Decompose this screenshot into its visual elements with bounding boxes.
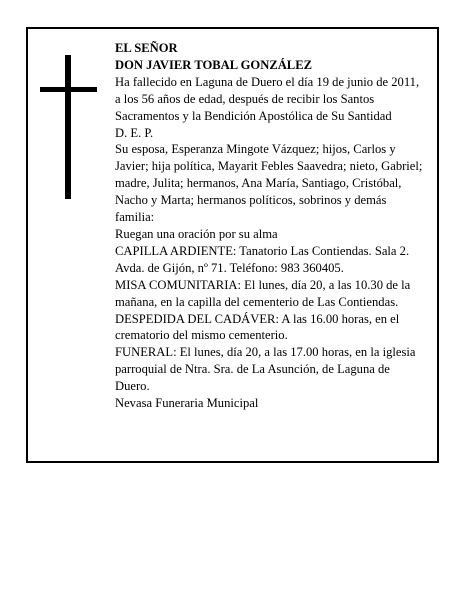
cross-horizontal-bar <box>40 87 97 92</box>
mass-info: MISA COMUNITARIA: El lunes, día 20, a las 10.30 de la mañana, en la capilla del cementerio de Las Contiendas. <box>115 277 411 309</box>
cross-vertical-bar <box>65 55 71 199</box>
obituary-notice <box>26 27 439 463</box>
death-announcement: Ha fallecido en Laguna de Duero el día 19 de junio de 2011, a los 56 años de edad, después de recibir los Santos Sacramentos y la Bendición Apostólica de Su Santidad <box>115 74 420 123</box>
rip-line: D. E. P. <box>115 125 154 140</box>
family-list: Su esposa, Esperanza Mingote Vázquez; hijos, Carlos y Javier; hija política, Mayarit Febles Saavedra; nieto, Gabriel; madre, Julita; hermanos, Ana María, Santiago, Cristóbal, Nacho y Marta; hermanos políticos, sobrinos y demás familia: <box>115 142 423 225</box>
funeral-info: FUNERAL: El lunes, día 20, a las 17.00 horas, en la iglesia parroquial de Ntra. Sra. de La Asunción, de Laguna de Duero. <box>115 345 416 394</box>
notice-title: EL SEÑOR <box>115 41 178 55</box>
farewell-info: DESPEDIDA DEL CADÁVER: A las 16.00 horas, en el crematorio del mismo cementerio. <box>115 311 400 343</box>
chapel-info: CAPILLA ARDIENTE: Tanatorio Las Contiendas. Sala 2. Avda. de Gijón, nº 71. Teléfono: 983 360405. <box>115 243 410 275</box>
deceased-name: DON JAVIER TOBAL GONZÁLEZ <box>115 57 313 72</box>
notice-body <box>115 40 427 412</box>
cross-icon <box>40 55 97 199</box>
prayer-request: Ruegan una oración por su alma <box>115 226 278 241</box>
funeral-home: Nevasa Funeraria Municipal <box>115 396 259 411</box>
